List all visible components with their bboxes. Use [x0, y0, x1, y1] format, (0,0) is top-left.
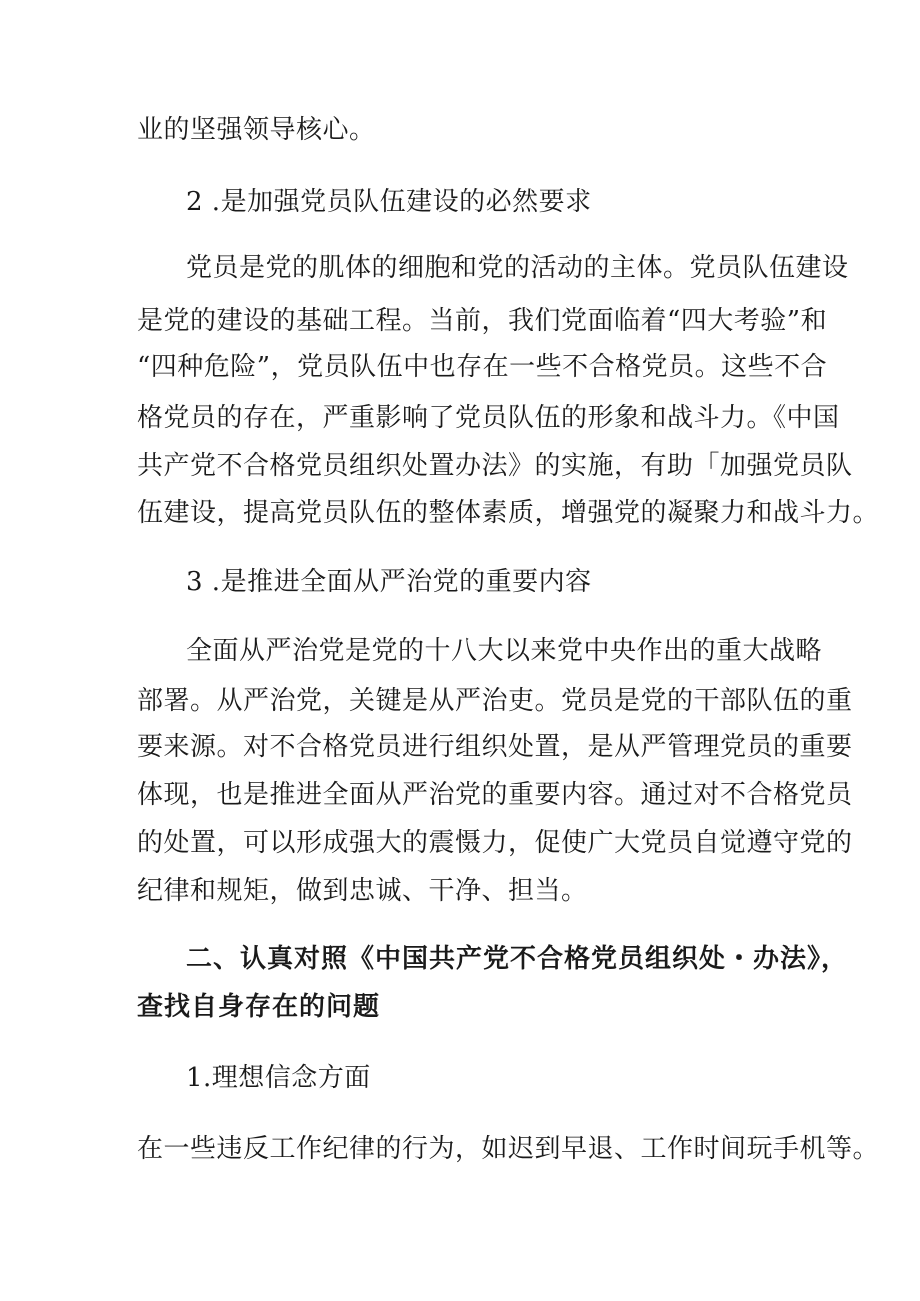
paragraph-line: 要来源。对不合格党员进行组织处置，是从严管理党员的重要	[137, 732, 853, 762]
section-heading-3: 3 .是推进全面从严治党的重要内容	[186, 567, 592, 597]
chapter-heading: 二、认真对照《中国共产党不合格党员组织处・办法》，	[186, 944, 849, 974]
paragraph-line: 全面从严治党是党的十八大以来党中央作出的重大战略	[186, 636, 823, 666]
paragraph-line: 伍建设，提高党员队伍的整体素质，增强党的凝聚力和战斗力。	[137, 498, 880, 528]
paragraph-line: 部署。从严治党，关键是从严治吏。党员是党的干部队伍的重	[137, 686, 853, 716]
section-heading-2: 2 .是加强党员队伍建设的必然要求	[186, 187, 592, 217]
paragraph-line: 党员是党的肌体的细胞和党的活动的主体。党员队伍建设	[186, 253, 849, 283]
subsection-heading-1: 1.理想信念方面	[186, 1063, 371, 1093]
paragraph-line: 的处置，可以形成强大的震慑力，促使广大党员自觉遵守党的	[137, 828, 853, 858]
paragraph-line: “四种危险”，党员队伍中也存在一些不合格党员。这些不合	[137, 352, 828, 382]
paragraph-line: 共产党不合格党员组织处置办法》的实施，有助「加强党员队	[137, 451, 853, 481]
paragraph-line: 在一些违反工作纪律的行为，如迟到早退、工作时间玩手机等。	[137, 1134, 880, 1164]
paragraph-line: 业的坚强领导核心。	[137, 115, 376, 145]
paragraph-line: 纪律和规矩，做到忠诚、干净、担当。	[137, 876, 588, 906]
paragraph-line: 是党的建设的基础工程。当前，我们党面临着“四大考验”和	[137, 306, 828, 336]
paragraph-line: 格党员的存在，严重影响了党员队伍的形象和战斗力。《中国	[137, 403, 840, 433]
paragraph-line: 体现，也是推进全面从严治党的重要内容。通过对不合格党员	[137, 780, 853, 810]
chapter-heading-continued: 查找自身存在的问题	[137, 992, 381, 1022]
